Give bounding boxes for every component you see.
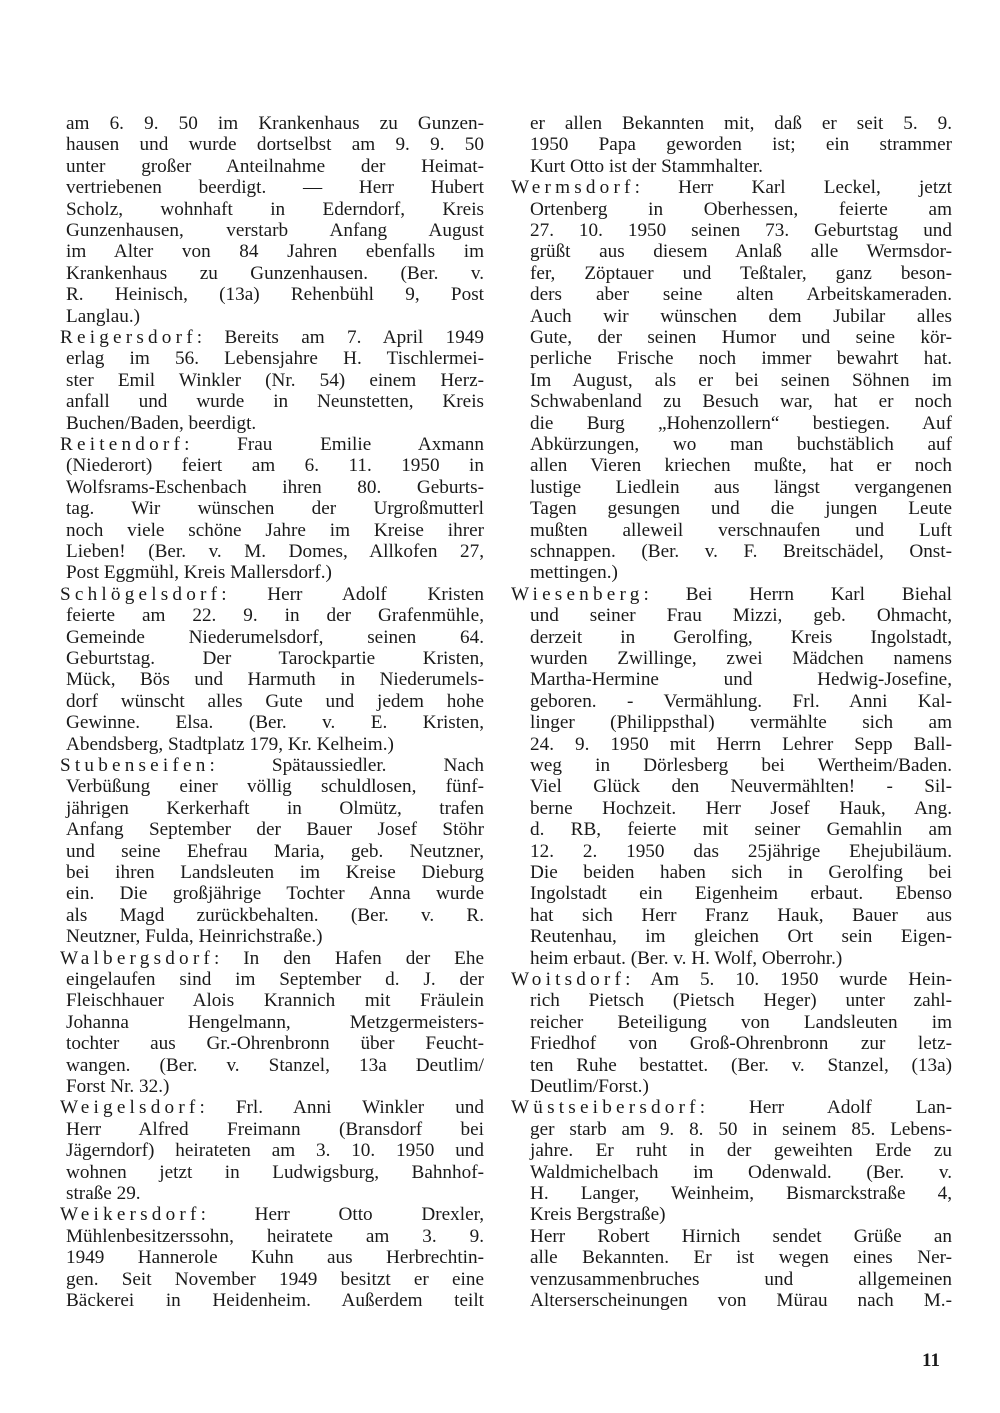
text-line	[66, 712, 484, 734]
text-line	[530, 284, 952, 306]
text-line	[530, 669, 952, 691]
text-line	[530, 605, 952, 627]
line-text: feierte am 22. 9. in der Grafenmühle,	[66, 605, 484, 627]
text-line	[530, 841, 952, 863]
text-line	[66, 1033, 484, 1055]
line-text: die Burg „Hohenzollern“ bestiegen. Auf	[530, 412, 952, 434]
place-name: Weigelsdorf	[60, 1097, 200, 1119]
line-text: Tagen gesungen und die jungen Leute	[530, 498, 952, 520]
line-text: lustige Liedlein aus längst vergangenen	[530, 476, 952, 498]
line-text: : Herr Otto Drexler,	[200, 1204, 484, 1226]
line-text: tag. Wir wünschen der Urgroßmutterl	[66, 498, 484, 520]
text-line	[511, 177, 952, 199]
text-line	[66, 477, 484, 499]
text-line	[530, 434, 952, 456]
line-text: schnappen. (Ber. v. F. Breitschädel, Onst-	[530, 541, 952, 562]
line-text: wangen. (Ber. v. Stanzel, 13a Deutlim/	[66, 1054, 484, 1076]
line-text: Krankenhaus zu Gunzenhausen. (Ber. v.	[66, 262, 484, 284]
text-line	[66, 1290, 484, 1312]
text-line	[66, 926, 484, 948]
text-line	[530, 541, 952, 563]
line-text: Reutenhau, im gleichen Ort sein Eigen-	[530, 926, 952, 948]
line-text: perliche Frische noch immer bewahrt hat.	[530, 348, 952, 370]
line-text: Herr Alfred Freimann (Bransdorf bei	[66, 1118, 484, 1140]
text-line	[60, 755, 484, 777]
line-text: mettingen.)	[530, 562, 618, 584]
line-text: Kurt Otto ist der Stammhalter.	[530, 155, 763, 177]
text-line	[530, 1226, 952, 1248]
text-line	[60, 327, 484, 349]
line-text: hausen und wurde dortselbst am 9. 9. 50	[66, 134, 484, 156]
text-line	[530, 562, 952, 584]
line-text: Bäckerei in Heidenheim. Außerdem teilt	[66, 1290, 484, 1311]
line-text: Forst Nr. 32.)	[66, 1076, 170, 1097]
line-text: jahre. Er ruht in der geweihten Erde zu	[530, 1140, 952, 1162]
line-text: ster Emil Winkler (Nr. 54) einem Herz-	[66, 369, 484, 391]
line-text: Viel Glück den Neuvermählten! - Sil-	[530, 776, 952, 798]
text-line	[66, 113, 484, 135]
text-line	[530, 926, 952, 948]
line-text: Waldmichelbach im Odenwald. (Ber. v.	[530, 1161, 952, 1183]
text-line	[60, 948, 484, 970]
text-line	[66, 1183, 484, 1205]
text-line	[66, 284, 484, 306]
text-line	[530, 370, 952, 392]
text-line	[530, 477, 952, 499]
line-text: : Herr Adolf Lan-	[699, 1097, 952, 1119]
line-text: Scholz, wohnhaft in Ederndorf, Kreis	[66, 198, 484, 220]
text-line	[530, 113, 952, 135]
text-line	[530, 691, 952, 713]
text-line	[530, 241, 952, 263]
text-line	[530, 776, 952, 798]
page-number: 11	[922, 1350, 940, 1371]
line-text: ten Ruhe bestattet. (Ber. v. Stanzel, (13a)	[530, 1054, 952, 1076]
line-text: Post Eggmühl, Kreis Mallersdorf.)	[66, 562, 332, 584]
line-text: Johanna Hengelmann, Metzgermeisters-	[66, 1011, 484, 1033]
text-line	[66, 541, 484, 563]
text-line	[511, 969, 952, 991]
line-text: Herr Robert Hirnich sendet Grüße an	[530, 1225, 952, 1247]
line-text: Neutzner, Fulda, Heinrichstraße.)	[66, 926, 323, 948]
line-text: Gewinne. Elsa. (Ber. v. E. Kristen,	[66, 712, 484, 734]
text-line	[66, 134, 484, 156]
line-text: weg in Dörlesberg bei Wertheim/Baden.	[530, 755, 952, 776]
text-line	[530, 1204, 952, 1226]
place-name: Reigersdorf	[60, 327, 197, 348]
text-line	[66, 734, 484, 756]
text-line	[530, 755, 952, 777]
line-text: tochter aus Gr.-Ohrenbronn über Feucht-	[66, 1033, 484, 1055]
text-line	[66, 905, 484, 927]
line-text: heim erbaut. (Ber. v. H. Wolf, Oberrohr.)	[530, 947, 843, 969]
line-text: Abkürzungen, wo man buchstäblich auf	[530, 434, 952, 455]
line-text: allen Vieren kriechen mußte, hat er noch	[530, 455, 952, 477]
line-text: derzeit in Gerolfing, Kreis Ingolstadt,	[530, 626, 952, 648]
line-text: Verbüßung einer völlig schuldlosen, fünf-	[66, 776, 484, 798]
text-line	[530, 948, 952, 970]
line-text: : Frau Emilie Axmann	[184, 434, 484, 455]
text-line	[530, 798, 952, 820]
line-text: im Alter von 84 Jahren ebenfalls im	[66, 241, 484, 263]
line-text: : Frl. Anni Winkler und	[199, 1097, 484, 1119]
text-line	[66, 241, 484, 263]
line-text: noch viele schöne Jahre im Kreise ihrer	[66, 519, 484, 541]
line-text: dorf wünscht alles Gute und jedem hohe	[66, 690, 484, 712]
text-line	[530, 1290, 952, 1312]
text-line	[530, 498, 952, 520]
text-line	[530, 455, 952, 477]
text-line	[530, 1269, 952, 1291]
text-line	[530, 220, 952, 242]
text-line	[66, 156, 484, 178]
line-text: Buchen/Baden, beerdigt.	[66, 412, 257, 434]
place-name: Wermsdorf	[511, 177, 635, 199]
text-line	[530, 734, 952, 756]
line-text: Mühlenbesitzerssohn, heiratete am 3. 9.	[66, 1225, 484, 1247]
line-text: : Bei Herrn Karl Biehal	[643, 583, 952, 605]
line-text: reicher Beteiligung von Landsleuten im	[530, 1011, 952, 1033]
line-text: venzusammenbruches und allgemeinen	[530, 1268, 952, 1290]
line-text: 12. 2. 1950 das 25jährige Ehejubiläum.	[530, 840, 952, 862]
text-line	[530, 1012, 952, 1034]
text-line	[66, 263, 484, 285]
text-line	[530, 263, 952, 285]
text-line	[66, 969, 484, 991]
text-line	[530, 156, 952, 178]
text-line	[66, 819, 484, 841]
text-line	[66, 862, 484, 884]
line-text: Die beiden haben sich in Gerolfing bei	[530, 862, 952, 883]
text-line	[66, 520, 484, 542]
text-line	[530, 134, 952, 156]
place-name: Wüstseibersdorf	[511, 1097, 700, 1119]
text-line	[530, 883, 952, 905]
line-text: : In den Hafen der Ehe	[214, 947, 484, 969]
text-line	[530, 348, 952, 370]
line-text: vertriebenen beerdigt. — Herr Hubert	[66, 177, 484, 199]
text-line	[66, 199, 484, 221]
text-line	[530, 391, 952, 413]
line-text: geboren. - Vermählung. Frl. Anni Kal-	[530, 690, 952, 712]
place-name: Weikersdorf	[60, 1204, 201, 1226]
text-line	[530, 905, 952, 927]
line-text: jährigen Kerkerhaft in Olmütz, trafen	[66, 797, 484, 819]
text-line	[530, 413, 952, 435]
line-text: : Bereits am 7. April 1949	[196, 327, 484, 348]
text-line	[530, 1076, 952, 1098]
text-line	[66, 627, 484, 649]
line-text: : Am 5. 10. 1950 wurde Hein-	[625, 969, 952, 990]
line-text: Lieben! (Ber. v. M. Domes, Allkofen 27,	[66, 541, 484, 562]
line-text: Friedhof von Groß-Ohrenbronn zur letz-	[530, 1033, 952, 1055]
text-line	[530, 990, 952, 1012]
text-line	[66, 1162, 484, 1184]
text-line	[66, 776, 484, 798]
line-text: berne Hochzeit. Herr Josef Hauk, Ang.	[530, 797, 952, 819]
text-line	[66, 1247, 484, 1269]
text-line	[66, 498, 484, 520]
text-line	[66, 455, 484, 477]
line-text: am 6. 9. 50 im Krankenhaus zu Gunzen-	[66, 113, 484, 134]
line-text: Martha-Hermine und Hedwig-Josefine,	[530, 669, 952, 691]
line-text: Auch wir wünschen dem Jubilar alles	[530, 305, 952, 327]
text-line	[530, 520, 952, 542]
line-text: Abendsberg, Stadtplatz 179, Kr. Kelheim.)	[66, 733, 394, 755]
text-line	[66, 798, 484, 820]
line-text: alle Bekannten. Er ist wegen eines Ner-	[530, 1247, 952, 1269]
text-line	[60, 1204, 484, 1226]
text-line	[66, 1140, 484, 1162]
text-line	[60, 1097, 484, 1119]
line-text: Kreis Bergstraße)	[530, 1204, 666, 1226]
line-text: 1950 Papa geworden ist; ein strammer	[530, 134, 952, 156]
line-text: wurden Zwillinge, zwei Mädchen namens	[530, 648, 952, 669]
text-line	[530, 199, 952, 221]
place-name: Woitsdorf	[511, 969, 626, 990]
line-text: ders aber seine alten Arbeitskameraden.	[530, 284, 952, 306]
text-line	[66, 1012, 484, 1034]
line-text: Ingolstadt ein Eigenheim erbaut. Ebenso	[530, 883, 952, 905]
text-line	[66, 562, 484, 584]
text-line	[530, 327, 952, 349]
text-line	[66, 306, 484, 328]
text-line	[530, 306, 952, 328]
line-text: Jägerndorf) heirateten am 3. 10. 1950 und	[66, 1140, 484, 1162]
line-text: Langlau.)	[66, 305, 141, 327]
line-text: H. Langer, Weinheim, Bismarckstraße 4,	[530, 1183, 952, 1204]
text-line	[66, 177, 484, 199]
line-text: Schwabenland zu Besuch war, hat er noch	[530, 391, 952, 413]
text-line	[66, 669, 484, 691]
text-line	[66, 1076, 484, 1098]
line-text: R. Heinisch, (13a) Rehenbühl 9, Post	[66, 284, 484, 306]
line-text: : Spätaussiedler. Nach	[209, 755, 484, 776]
line-text: eingelaufen sind im September d. J. der	[66, 969, 484, 990]
text-line	[530, 1247, 952, 1269]
text-line	[60, 434, 484, 456]
text-line	[60, 584, 484, 606]
text-line	[66, 691, 484, 713]
line-text: 27. 10. 1950 seinen 73. Geburtstag und	[530, 220, 952, 241]
text-line	[66, 883, 484, 905]
text-line	[66, 370, 484, 392]
line-text: und seiner Frau Mizzi, geb. Ohmacht,	[530, 605, 952, 627]
line-text: fer, Zöptauer und Teßtaler, ganz beson-	[530, 262, 952, 284]
line-text: Geburtstag. Der Tarockpartie Kristen,	[66, 648, 484, 669]
text-line	[66, 1226, 484, 1248]
text-line	[66, 413, 484, 435]
line-text: : Herr Adolf Kristen	[221, 583, 484, 605]
text-line	[530, 1183, 952, 1205]
line-text: Gunzenhausen, verstarb Anfang August	[66, 220, 484, 241]
line-text: Wolfsrams-Eschenbach ihren 80. Geburts-	[66, 476, 484, 498]
place-name: Schlögelsdorf	[60, 583, 222, 605]
line-text: ein. Die großjährige Tochter Anna wurde	[66, 883, 484, 905]
line-text: Gute, der seinen Humor und seine kör-	[530, 327, 952, 348]
text-line	[66, 391, 484, 413]
text-line	[530, 627, 952, 649]
line-text: Anfang September der Bauer Josef Stöhr	[66, 819, 484, 841]
line-text: mußten alleweil verschnaufen und Luft	[530, 519, 952, 541]
text-line	[511, 1097, 952, 1119]
line-text: ger starb am 9. 8. 50 in seinem 85. Lebens-	[530, 1118, 952, 1140]
line-text: bei ihren Landsleuten im Kreise Dieburg	[66, 862, 484, 883]
line-text: und seine Ehefrau Maria, geb. Neutzner,	[66, 840, 484, 862]
line-text: Gemeinde Niederumelsdorf, seinen 64.	[66, 626, 484, 648]
line-text: d. RB, feierte mit seiner Gemahlin am	[530, 819, 952, 841]
place-name: Wiesenberg	[511, 583, 644, 605]
place-name: Stubenseifen	[60, 755, 210, 776]
line-text: 1949 Hannerole Kuhn aus Herbrechtin-	[66, 1247, 484, 1269]
line-text: hat sich Herr Franz Hauk, Bauer aus	[530, 904, 952, 926]
text-line	[530, 1055, 952, 1077]
text-line	[530, 862, 952, 884]
line-text: rich Pietsch (Pietsch Heger) unter zahl-	[530, 990, 952, 1012]
line-text: linger (Philippsthal) vermählte sich am	[530, 712, 952, 734]
line-text: Deutlim/Forst.)	[530, 1076, 649, 1097]
text-line	[511, 584, 952, 606]
line-text: : Herr Karl Leckel, jetzt	[634, 177, 952, 199]
line-text: Alterserscheinungen von Mürau nach M.-	[530, 1290, 952, 1311]
line-text: er allen Bekannten mit, daß er seit 5. 9.	[530, 113, 952, 134]
place-name: Reitendorf	[60, 434, 185, 455]
text-line	[66, 605, 484, 627]
text-line	[530, 819, 952, 841]
line-text: straße 29.	[66, 1183, 141, 1204]
text-line	[66, 1269, 484, 1291]
line-text: Ortenberg in Oberhessen, feierte am	[530, 198, 952, 220]
line-text: (Niederort) feiert am 6. 11. 1950 in	[66, 455, 484, 477]
text-line	[530, 1033, 952, 1055]
line-text: Fleischhauer Alois Krannich mit Fräulein	[66, 990, 484, 1012]
line-text: anfall und wurde in Neunstetten, Kreis	[66, 391, 484, 413]
line-text: unter großer Anteilnahme der Heimat-	[66, 155, 484, 177]
line-text: erlag im 56. Lebensjahre H. Tischlermei-	[66, 348, 484, 370]
line-text: grüßt aus diesem Anlaß alle Wermsdor-	[530, 241, 952, 263]
text-line	[66, 648, 484, 670]
text-line	[530, 1140, 952, 1162]
text-line	[530, 1162, 952, 1184]
text-line	[530, 712, 952, 734]
text-line	[530, 1119, 952, 1141]
text-line	[66, 1055, 484, 1077]
line-text: Im August, als er bei seinen Söhnen im	[530, 369, 952, 391]
line-text: 24. 9. 1950 mit Herrn Lehrer Sepp Ball-	[530, 733, 952, 755]
text-line	[66, 1119, 484, 1141]
place-name: Walbergsdorf	[60, 947, 214, 969]
line-text: Mück, Bös und Harmuth in Niederumels-	[66, 669, 484, 691]
text-line	[66, 220, 484, 242]
text-line	[66, 990, 484, 1012]
line-text: als Magd zurückbehalten. (Ber. v. R.	[66, 904, 484, 926]
line-text: gen. Seit November 1949 besitzt er eine	[66, 1268, 484, 1290]
text-line	[66, 348, 484, 370]
line-text: wohnen jetzt in Ludwigsburg, Bahnhof-	[66, 1161, 484, 1183]
text-line	[530, 648, 952, 670]
text-line	[66, 841, 484, 863]
